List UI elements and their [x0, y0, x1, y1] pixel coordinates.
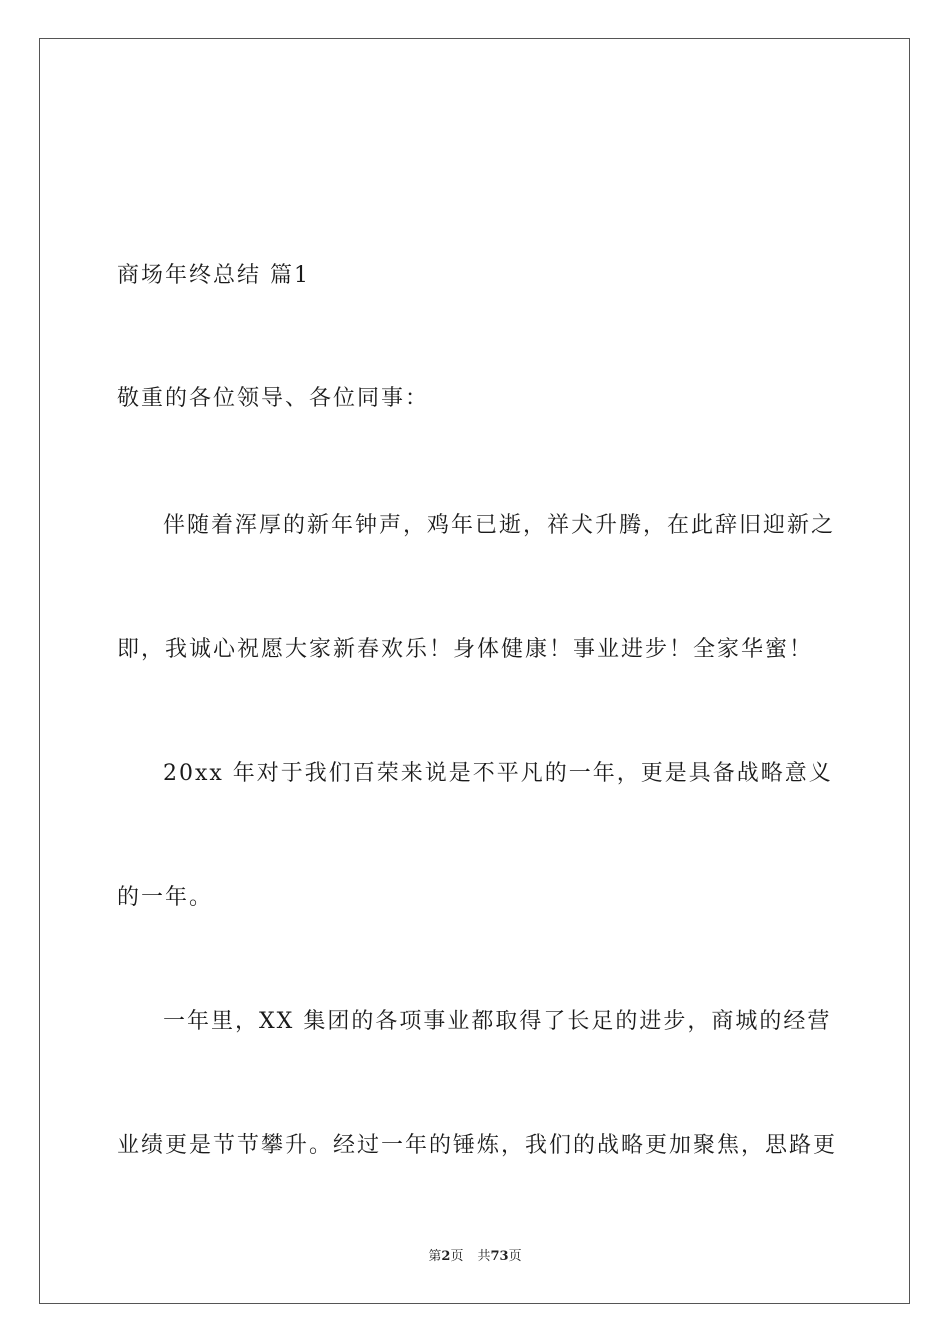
- total-suffix: 页: [508, 1249, 522, 1264]
- paragraph-line-4: 的一年。: [117, 885, 214, 910]
- paragraph-line-1: 伴随着浑厚的新年钟声，鸡年已逝，祥犬升腾，在此辞旧迎新之: [163, 513, 836, 538]
- paragraph-line-6: 业绩更是节节攀升。经过一年的锤炼，我们的战略更加聚焦，思路更: [117, 1133, 838, 1158]
- page-suffix: 页: [450, 1249, 464, 1264]
- page-number: 2: [441, 1249, 451, 1264]
- salutation: 敬重的各位领导、各位同事：: [117, 386, 430, 411]
- total-pages: 73: [490, 1249, 509, 1264]
- paragraph-line-2: 即，我诚心祝愿大家新春欢乐！身体健康！事业进步！全家华蜜！: [117, 637, 814, 662]
- page-frame: [39, 38, 910, 1304]
- paragraph-line-5: 一年里，XX 集团的各项事业都取得了长足的进步，商城的经营: [163, 1009, 832, 1034]
- document-title: 商场年终总结 篇1: [117, 263, 310, 288]
- page-footer: [0, 1248, 950, 1266]
- paragraph-line-3: 20xx 年对于我们百荣来说是不平凡的一年，更是具备战略意义: [163, 761, 833, 786]
- total-prefix: 共: [477, 1249, 491, 1264]
- page-prefix: 第: [428, 1249, 442, 1264]
